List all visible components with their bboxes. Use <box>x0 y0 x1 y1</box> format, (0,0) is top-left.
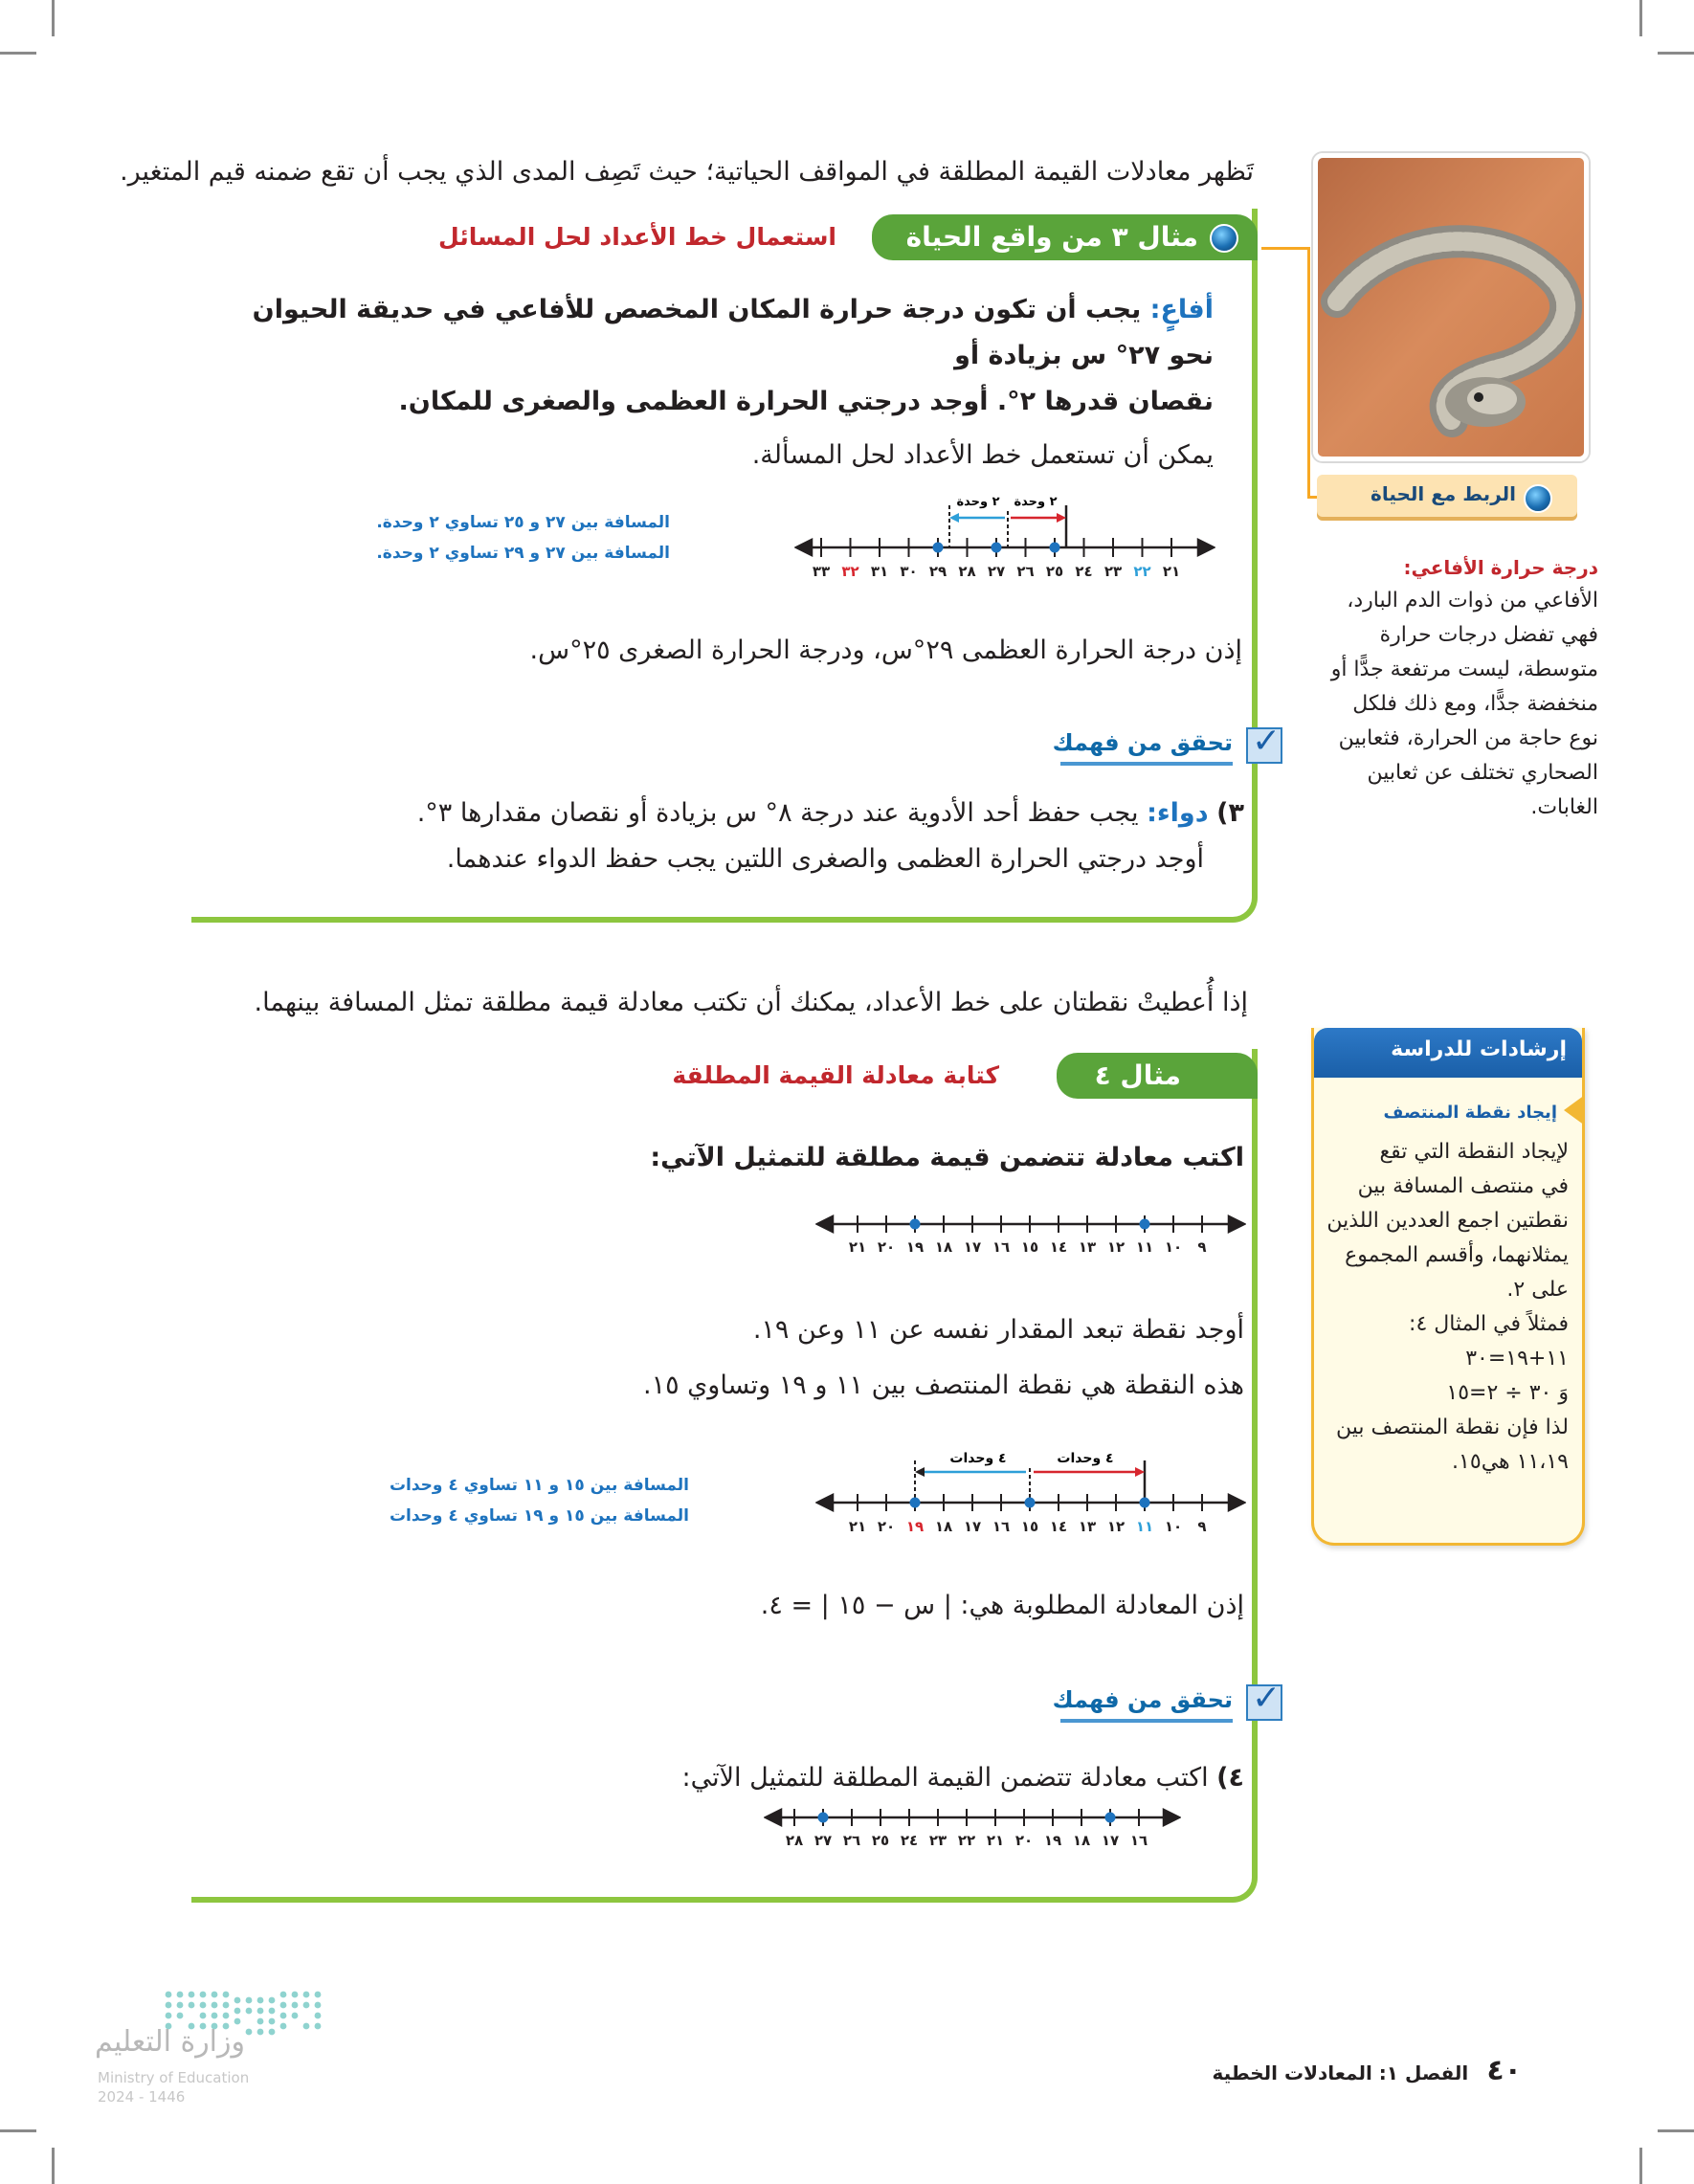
logo-dot <box>292 2002 299 2009</box>
logo-dot <box>280 2002 287 2009</box>
tick-label: ٢٧ <box>814 1832 833 1849</box>
tick-label: ٢٣ <box>928 1832 947 1849</box>
logo-dot <box>315 1992 322 1998</box>
note-line: الغابات. <box>1530 795 1598 819</box>
life-note-text <box>1317 584 1598 825</box>
tick-label: ١٧ <box>963 1238 982 1256</box>
point-marker <box>910 1219 921 1230</box>
snake-illustration <box>1318 158 1584 457</box>
tick-label: ١٥ <box>1020 1518 1039 1535</box>
point-marker <box>1105 1813 1116 1823</box>
logo-dot <box>189 1992 195 1998</box>
intro-text-2: إذا أُعطيتْ نقطتان على خط الأعداد، يمكنك أن تكتب معادلة قيمة مطلقة تمثل المسافة بينهما. <box>254 988 1248 1017</box>
example4-notes <box>345 1470 689 1531</box>
tick-label: ١٦ <box>992 1238 1011 1256</box>
tick-label: ١٩ <box>905 1238 925 1256</box>
crop-mark <box>1658 2129 1694 2132</box>
connector-line <box>1261 247 1309 250</box>
keyword-snakes: أفاعٍ: <box>1149 295 1214 324</box>
logo-dot <box>315 2002 322 2009</box>
logo-dot <box>269 2018 276 2025</box>
note-1: المسافة بين ٢٧ و ٢٥ تساوي ٢ وحدة. <box>376 513 670 532</box>
tick-label: ١٨ <box>934 1238 953 1256</box>
tick-label: ٣٣ <box>812 563 831 580</box>
tick-label: ١٧ <box>963 1518 982 1535</box>
study-tips-subheading: إيجاد نقطة المنتصف <box>1383 1103 1557 1123</box>
tick-label: ٢١ <box>848 1518 867 1535</box>
tick-label: ١٧ <box>1101 1832 1120 1849</box>
logo-dot <box>223 2013 230 2019</box>
crop-mark <box>1639 0 1642 36</box>
logo-dot <box>257 2029 264 2036</box>
tick-label: ١١ <box>1135 1518 1154 1535</box>
tick-label: ٢٠ <box>877 1238 896 1256</box>
note-line: لذا فإن نقطة المنتصف بين <box>1336 1415 1569 1439</box>
logo-dot <box>246 2029 253 2036</box>
point-marker <box>910 1498 921 1508</box>
problem-line-1: يجب أن تكون درجة حرارة المكان المخصص للأفاعي في حديقة الحيوان نحو ٢٧° س بزيادة أو <box>252 295 1214 370</box>
life-connection-note <box>1317 551 1598 825</box>
example4-label: مثال ٤ <box>1057 1053 1258 1099</box>
example3-title: استعمال خط الأعداد لحل المسائل <box>438 223 836 251</box>
logo-dot <box>234 2008 241 2015</box>
tick-label: ٢٢ <box>1133 563 1151 580</box>
note-line: لإيجاد النقطة التي تقع <box>1379 1140 1569 1164</box>
logo-dot <box>177 2002 184 2009</box>
logo-dot <box>200 2013 207 2019</box>
crop-mark <box>1658 52 1694 55</box>
number-line-example4 <box>815 1208 1246 1265</box>
ministry-name-ar: وزارة التعليم <box>94 2025 245 2059</box>
logo-dot <box>292 2013 299 2019</box>
note-2: المسافة بين ٢٧ و ٢٩ تساوي ٢ وحدة. <box>376 544 670 563</box>
checkbox-icon: ✓ <box>1246 727 1282 764</box>
note-line: ١١+١٩=٣٠ <box>1465 1347 1569 1371</box>
point-marker <box>992 543 1002 553</box>
logo-dot <box>315 2023 322 2030</box>
note-line: متوسطة، ليست مرتفعة جدًّا أو <box>1330 657 1598 681</box>
tick-label: ١٨ <box>934 1518 953 1535</box>
number-line-example4-solution <box>815 1437 1246 1549</box>
note-line: فهي تفضل درجات حرارة <box>1379 623 1598 647</box>
logo-dot <box>280 1992 287 1998</box>
life-heading: درجة حرارة الأفاعي: <box>1403 556 1598 579</box>
study-tips-title: إرشادات للدراسة <box>1391 1037 1567 1061</box>
ministry-logo <box>77 1989 325 2161</box>
logo-dot <box>200 1992 207 1998</box>
footer-bar <box>1120 2054 1522 2092</box>
tick-label: ٣٠ <box>900 563 918 580</box>
check3-line1: يجب حفظ أحد الأدوية عند درجة ٨° س بزيادة أو نقصان مقدارها ٣°. <box>416 798 1139 828</box>
example4-instruction: اكتب معادلة تتضمن قيمة مطلقة للتمثيل الآتي: <box>650 1143 1244 1172</box>
check4-number: ٤) <box>1216 1763 1244 1793</box>
unit-label-right: ٤ وحدات <box>1057 1451 1114 1466</box>
point-marker <box>1140 1219 1150 1230</box>
tick-label: ٢٥ <box>871 1832 890 1849</box>
ministry-name-en: Ministry of Education <box>98 2069 250 2086</box>
tick-label: ٢٣ <box>1103 563 1123 580</box>
note-line: منخفضة جدًّا، ومع ذلك فلكل <box>1352 692 1598 716</box>
unit-label-left: ٤ وحدات <box>949 1451 1007 1466</box>
tick-label: ٢٦ <box>842 1832 861 1849</box>
keyword-medicine: دواء: <box>1147 798 1209 828</box>
check3-label: تحقق من فهمك <box>1052 729 1233 756</box>
connector-line <box>1307 247 1310 498</box>
note-line: الأفاعي من ذوات الدم البارد، <box>1347 589 1598 613</box>
crop-mark <box>52 0 55 36</box>
tick-label: ١٩ <box>905 1518 925 1535</box>
crop-mark <box>52 2148 55 2184</box>
logo-dot <box>257 2008 264 2015</box>
tick-label: ٢٧ <box>987 563 1006 580</box>
tick-label: ٢٤ <box>900 1832 919 1849</box>
tick-label: ١٦ <box>1129 1832 1148 1849</box>
tick-label: ٢١ <box>848 1238 867 1256</box>
logo-dot <box>292 1992 299 1998</box>
point-marker <box>818 1813 829 1823</box>
note-line: وَ ٣٠ ÷ ٢=١٥ <box>1446 1381 1569 1405</box>
tick-label: ٢٠ <box>877 1518 896 1535</box>
tick-label: ١٣ <box>1078 1518 1097 1535</box>
tick-label: ١٠ <box>1164 1238 1183 1256</box>
note-line: في منتصف المسافة بين <box>1357 1174 1569 1198</box>
logo-dot <box>223 1992 230 1998</box>
note-line: نوع حاجة من الحرارة، فثعابين <box>1338 726 1598 750</box>
tick-label: ١٩ <box>1043 1832 1062 1849</box>
study-tips-arrow <box>1564 1095 1585 1125</box>
note-line: نقطتين اجمع العددين اللذين <box>1326 1209 1569 1233</box>
tick-label: ٣٢ <box>841 563 859 580</box>
tick-label: ٢١ <box>986 1832 1005 1849</box>
logo-dot <box>246 1997 253 2004</box>
logo-dot <box>189 2002 195 2009</box>
point-marker <box>1140 1498 1150 1508</box>
tick-label: ١٨ <box>1072 1832 1091 1849</box>
note-1: المسافة بين ١٥ و ١١ تساوي ٤ وحدات <box>389 1476 689 1495</box>
tick-label: ٩ <box>1197 1518 1207 1535</box>
check4-instruction: اكتب معادلة تتضمن القيمة المطلقة للتمثيل الآتي: <box>681 1763 1209 1793</box>
study-tips-header <box>1314 1028 1582 1078</box>
logo-dot <box>315 2013 322 2019</box>
logo-dot <box>269 2029 276 2036</box>
logo-dot <box>303 2023 310 2030</box>
logo-dot <box>234 2018 241 2025</box>
example3-hint: يمكن أن تستعمل خط الأعداد لحل المسألة. <box>751 440 1214 470</box>
tick-label: ٢١ <box>1162 563 1181 580</box>
tick-label: ١٤ <box>1049 1238 1068 1256</box>
example4-step2: هذه النقطة هي نقطة المنتصف بين ١١ و ١٩ وتساوي ١٥. <box>642 1371 1244 1400</box>
study-tips-text <box>1324 1135 1569 1480</box>
ministry-year: 2024 - 1446 <box>98 2088 186 2106</box>
tick-label: ١٤ <box>1049 1518 1068 1535</box>
example3-header <box>191 214 1258 260</box>
crop-mark <box>0 52 36 55</box>
checkbox-icon: ✓ <box>1246 1684 1282 1721</box>
logo-dot <box>303 1992 310 1998</box>
check3-number: ٣) <box>1216 798 1244 828</box>
life-connection-label: الربط مع الحياة <box>1371 482 1516 505</box>
unit-label-left: ٢ وحدة <box>956 495 1000 509</box>
check4-label: تحقق من فهمك <box>1052 1686 1233 1713</box>
crop-mark <box>0 2129 36 2132</box>
logo-dot <box>166 1992 172 1998</box>
logo-dot <box>280 2013 287 2019</box>
logo-dot <box>212 2013 218 2019</box>
tick-label: ٢٨ <box>958 563 976 580</box>
intro-text: تَظهر معادلات القيمة المطلقة في المواقف الحياتية؛ حيث تَصِف المدى الذي يجب أن تقع ضمنه قيم المتغير. <box>120 157 1254 187</box>
problem-line-2: نقصان قدرها ٢°. أوجد درجتي الحرارة العظمى والصغرى للمكان. <box>398 387 1214 416</box>
logo-dot <box>223 2002 230 2009</box>
logo-dot <box>166 2002 172 2009</box>
check3-line2: أوجد درجتي الحرارة العظمى والصغرى اللتين يجب حفظ الدواء عندهما. <box>446 844 1204 874</box>
tick-label: ١٦ <box>992 1518 1011 1535</box>
tick-label: ٣١ <box>870 563 889 580</box>
tick-label: ٢٤ <box>1075 563 1093 580</box>
globe-icon <box>1524 484 1552 513</box>
logo-dot <box>200 2002 207 2009</box>
study-tips-box <box>1311 1028 1585 1546</box>
logo-dot <box>257 1997 264 2004</box>
logo-dot <box>269 1997 276 2004</box>
chapter-title: الفصل ١: المعادلات الخطية <box>1212 2061 1469 2084</box>
number-line-example3 <box>794 488 1215 593</box>
tick-label: ١٢ <box>1106 1518 1126 1535</box>
tick-label: ٢٢ <box>957 1832 976 1849</box>
tick-label: ١٥ <box>1020 1238 1039 1256</box>
globe-icon <box>1210 224 1238 253</box>
tick-label: ١١ <box>1135 1238 1154 1256</box>
note-line: على ٢. <box>1506 1278 1569 1302</box>
tick-label: ٢٥ <box>1045 563 1064 580</box>
check3-problem <box>402 791 1244 882</box>
tick-label: ١٣ <box>1078 1238 1097 1256</box>
check3-header <box>1034 722 1282 769</box>
logo-dot <box>177 2013 184 2019</box>
point-marker <box>1050 543 1060 553</box>
note-line: فمثلاً في المثال ٤: <box>1409 1312 1569 1336</box>
logo-dot <box>234 1997 241 2004</box>
tick-label: ٢٠ <box>1014 1832 1034 1849</box>
check4-header <box>1034 1679 1282 1727</box>
snake-photo <box>1313 153 1589 461</box>
check4-problem <box>574 1755 1244 1801</box>
life-connection-badge <box>1317 475 1577 521</box>
note-line: ١١،١٩ هي١٥. <box>1452 1450 1569 1474</box>
logo-dot <box>269 2008 276 2015</box>
note-2: المسافة بين ١٥ و ١٩ تساوي ٤ وحدات <box>389 1506 689 1526</box>
page-number: ٤٠ <box>1486 2054 1522 2087</box>
example3-problem <box>201 287 1214 425</box>
tick-label: ٢٩ <box>928 563 947 580</box>
tick-label: ١٢ <box>1106 1238 1126 1256</box>
example3-notes <box>316 507 670 568</box>
note-line: الصحاري تختلف عن ثعابين <box>1367 761 1598 785</box>
crop-mark <box>1639 2148 1642 2184</box>
tick-label: ١٠ <box>1164 1518 1183 1535</box>
logo-dot <box>303 2002 310 2009</box>
logo-dot <box>177 1992 184 1998</box>
example3-label: مثال ٣ من واقع الحياة <box>872 214 1258 260</box>
point-marker <box>1025 1498 1036 1508</box>
example4-step1: أوجد نقطة تبعد المقدار نفسه عن ١١ وعن ١٩. <box>752 1315 1244 1345</box>
note-line: يمثلانهما، وأقسم المجموع <box>1345 1243 1569 1267</box>
logo-dot <box>166 2013 172 2019</box>
example4-title: كتابة معادلة القيمة المطلقة <box>672 1061 999 1089</box>
unit-label-right: ٢ وحدة <box>1014 495 1058 509</box>
example3-conclusion: إذن درجة الحرارة العظمى ٢٩°س، ودرجة الحرارة الصغرى ٢٥°س. <box>529 635 1242 665</box>
logo-dot <box>212 1992 218 1998</box>
tick-label: ٢٨ <box>785 1832 804 1849</box>
number-line-check4 <box>764 1801 1181 1859</box>
tick-label: ٩ <box>1197 1238 1207 1256</box>
point-marker <box>933 543 944 553</box>
logo-dot <box>212 2002 218 2009</box>
example4-conclusion: إذن المعادلة المطلوبة هي: | س − ١٥ | = ٤. <box>760 1591 1244 1620</box>
logo-dot <box>246 2008 253 2015</box>
logo-dot <box>257 2018 264 2025</box>
example4-header <box>191 1053 1258 1099</box>
logo-dot <box>280 2023 287 2030</box>
tick-label: ٢٦ <box>1016 563 1035 580</box>
